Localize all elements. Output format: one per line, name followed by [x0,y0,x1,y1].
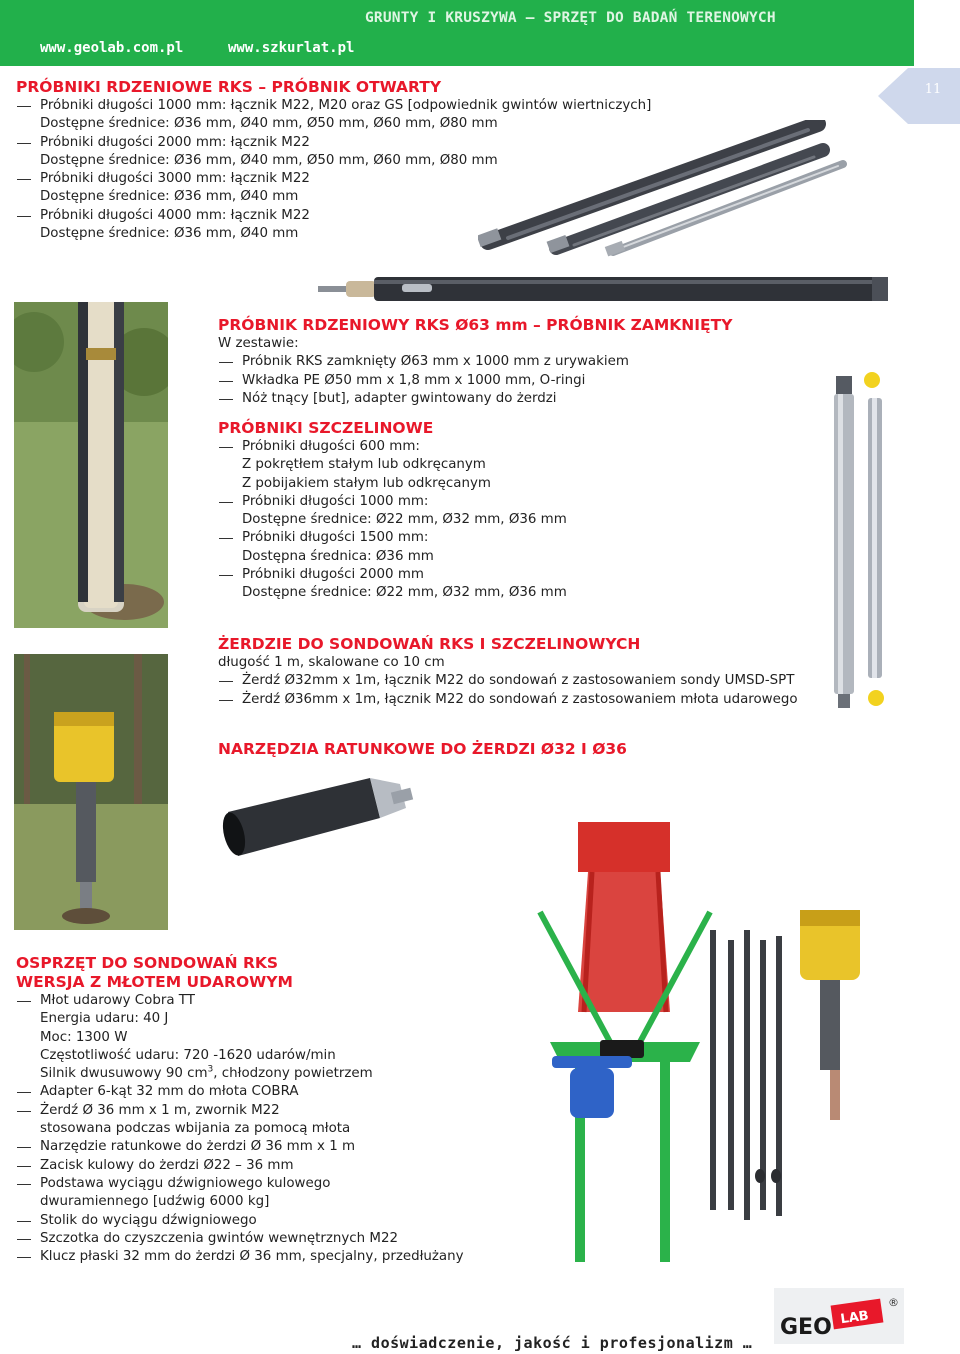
site-link-geolab[interactable]: www.geolab.com.pl [40,40,184,56]
list-item: Szczotka do czyszczenia gwintów wewnętrznych M22 [16,1230,464,1248]
list-item: Próbniki długości 1000 mm: łącznik M22, M20 oraz GS [odpowiednik gwintów wiertniczych] [16,97,651,115]
section-closed-sampler [218,316,732,408]
open-sampler-photo [478,120,848,260]
list-item: Wkładka PE Ø50 mm x 1,8 mm x 1000 mm, O-ringi [218,372,732,390]
list-item: Próbniki długości 2000 mm [218,566,567,584]
list-item: Próbnik RKS zamknięty Ø63 mm x 1000 mm z urywakiem [218,353,732,371]
list-item: Nóż tnący [but], adapter gwintowany do żerdzi [218,390,732,408]
section-hammer-kit [16,954,464,1266]
engine-unit-sup: 3 [207,1064,214,1075]
section-title: OSPRZĘT DO SONDOWAŃ RKS [16,954,279,972]
list-item: Dostępne średnice: Ø22 mm, Ø32 mm, Ø36 mm [242,512,567,528]
list-item: Zacisk kulowy do żerdzi Ø22 – 36 mm [16,1157,464,1175]
list-item: Próbniki długości 2000 mm: łącznik M22 [16,134,651,152]
page-number-tab [878,68,960,124]
list-item: Dostępna średnica: Ø36 mm [242,548,434,564]
list-item: Młot udarowy Cobra TT [16,992,464,1010]
list-item: Dostępne średnice: Ø36 mm, Ø40 mm [40,226,299,242]
section-title: ŻERDZIE DO SONDOWAŃ RKS I SZCZELINOWYCH [218,635,641,653]
list-item: Dostępne średnice: Ø36 mm, Ø40 mm [40,189,299,205]
site-link-szkurlat[interactable]: www.szkurlat.pl [228,40,355,56]
list-item: Z pobijakiem stałym lub odkręcanym [242,475,491,491]
section-subtitle: WERSJA Z MŁOTEM UDAROWYM [16,973,293,991]
list-item: Częstotliwość udaru: 720 -1620 udarów/min [40,1047,336,1063]
list-item: Dostępne średnice: Ø36 mm, Ø40 mm, Ø50 mm, Ø60 mm, Ø80 mm [40,152,498,168]
section-rescue-tools [218,740,627,759]
list-item: Żerdź Ø 36 mm x 1 m, zwornik M22 [16,1102,464,1120]
list-item: Narzędzie ratunkowe do żerdzi Ø 36 mm x 1 m [16,1138,464,1156]
list-item: Próbniki długości 4000 mm: łącznik M22 [16,207,651,225]
section-title: PRÓBNIKI SZCZELINOWE [218,419,434,437]
list-item: Próbniki długości 3000 mm: łącznik M22 [16,170,651,188]
list-item: Adapter 6-kąt 32 mm do młota COBRA [16,1083,464,1101]
logo-badge: LAB [839,1308,870,1328]
list-item: Próbniki długości 1000 mm: [218,493,567,511]
list-item: Podstawa wyciągu dźwigniowego kulowego [16,1175,464,1193]
list-item: Dostępne średnice: Ø22 mm, Ø32 mm, Ø36 mm [242,585,567,601]
rescue-tool-photo [220,768,416,862]
hammer-field-photo [14,654,168,930]
logo-registered: ® [888,1296,899,1309]
logo-text: GEO [780,1315,832,1340]
slot-sampler-photo [826,370,890,710]
list-item: Z pokrętłem stałym lub odkręcanym [242,457,486,473]
section-rods [218,635,798,709]
page-number: 11 [924,82,942,97]
engine-text: Silnik dwusuwowy 90 cm [40,1066,208,1082]
list-item: Próbniki długości 1500 mm: [218,529,567,547]
section-title: PRÓBNIKI RDZENIOWE RKS – PRÓBNIK OTWARTY [16,78,442,96]
engine-text-tail: , chłodzony powietrzem [213,1066,373,1082]
field-sampler-photo [14,302,168,628]
list-item: Stolik do wyciągu dźwigniowego [16,1212,464,1230]
list-item: dwuramiennego [udźwig 6000 kg] [40,1194,270,1210]
list-item: Dostępne średnice: Ø36 mm, Ø40 mm, Ø50 mm, Ø60 mm, Ø80 mm [40,116,498,132]
list-item: Klucz płaski 32 mm do żerdzi Ø 36 mm, specjalny, przedłużany [16,1248,464,1266]
list-item: Próbniki długości 600 mm: [218,438,567,456]
rods-intro: długość 1 m, skalowane co 10 cm [218,655,445,670]
list-item: Moc: 1300 W [40,1029,128,1045]
section-slot-samplers [218,419,567,603]
hammer-rods-photo [690,900,890,1230]
geolab-logo [774,1288,904,1344]
kit-intro: W zestawie: [218,336,299,351]
section-title: PRÓBNIK RDZENIOWY RKS Ø63 mm – PRÓBNIK ZAMKNIĘTY [218,316,733,334]
closed-sampler-photo [312,272,892,306]
list-item: Żerdź Ø36mm x 1m, łącznik M22 do sondowań z zastosowaniem młota udarowego [218,691,798,709]
list-item [16,1065,464,1083]
footer-slogan: … doświadczenie, jakość i profesjonalizm … [352,1334,753,1352]
section-title: NARZĘDZIA RATUNKOWE DO ŻERDZI Ø32 I Ø36 [218,740,627,758]
header-tagline: GRUNTY I KRUSZYWA – SPRZĘT DO BADAŃ TERENOWYCH [365,10,776,26]
header-bar [0,0,914,66]
list-item: Żerdź Ø32mm x 1m, łącznik M22 do sondowań z zastosowaniem sondy UMSD-SPT [218,672,798,690]
list-item: stosowana podczas wbijania za pomocą młota [40,1121,351,1137]
list-item: Energia udaru: 40 J [40,1011,169,1027]
